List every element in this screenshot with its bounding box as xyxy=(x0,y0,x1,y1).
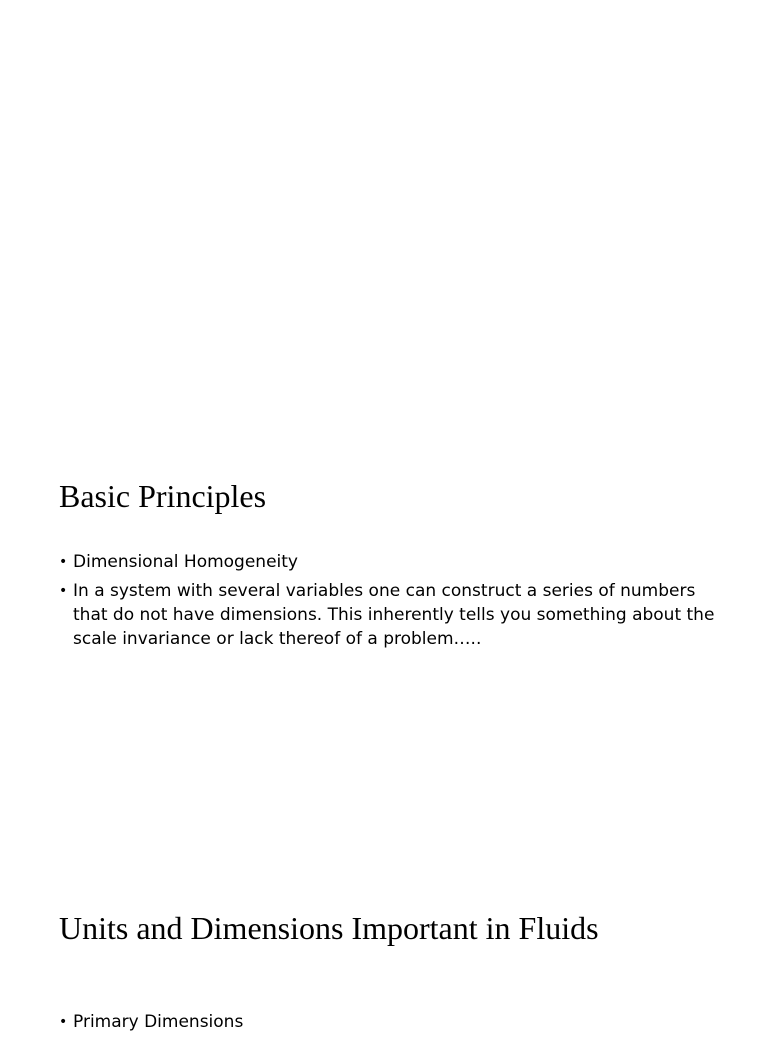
bullet-text: Dimensional Homogeneity xyxy=(73,552,298,572)
bullet-list xyxy=(59,1010,719,1039)
bullet-icon: • xyxy=(59,1014,68,1030)
bullet-item xyxy=(59,1010,719,1034)
bullet-text: In a system with several variables one can construct a series of numbers that do not have dimensions. This inherently tells you something about the scale invariance or lack thereof of a problem….. xyxy=(73,581,715,649)
bullet-list xyxy=(59,550,719,656)
bullet-item xyxy=(59,579,719,651)
bullet-text: Primary Dimensions xyxy=(73,1012,244,1032)
slide-title: Basic Principles xyxy=(59,478,267,514)
bullet-item xyxy=(59,550,719,574)
slide-title: Units and Dimensions Important in Fluids xyxy=(59,910,599,946)
bullet-icon: • xyxy=(59,583,68,599)
bullet-icon: • xyxy=(59,554,68,570)
